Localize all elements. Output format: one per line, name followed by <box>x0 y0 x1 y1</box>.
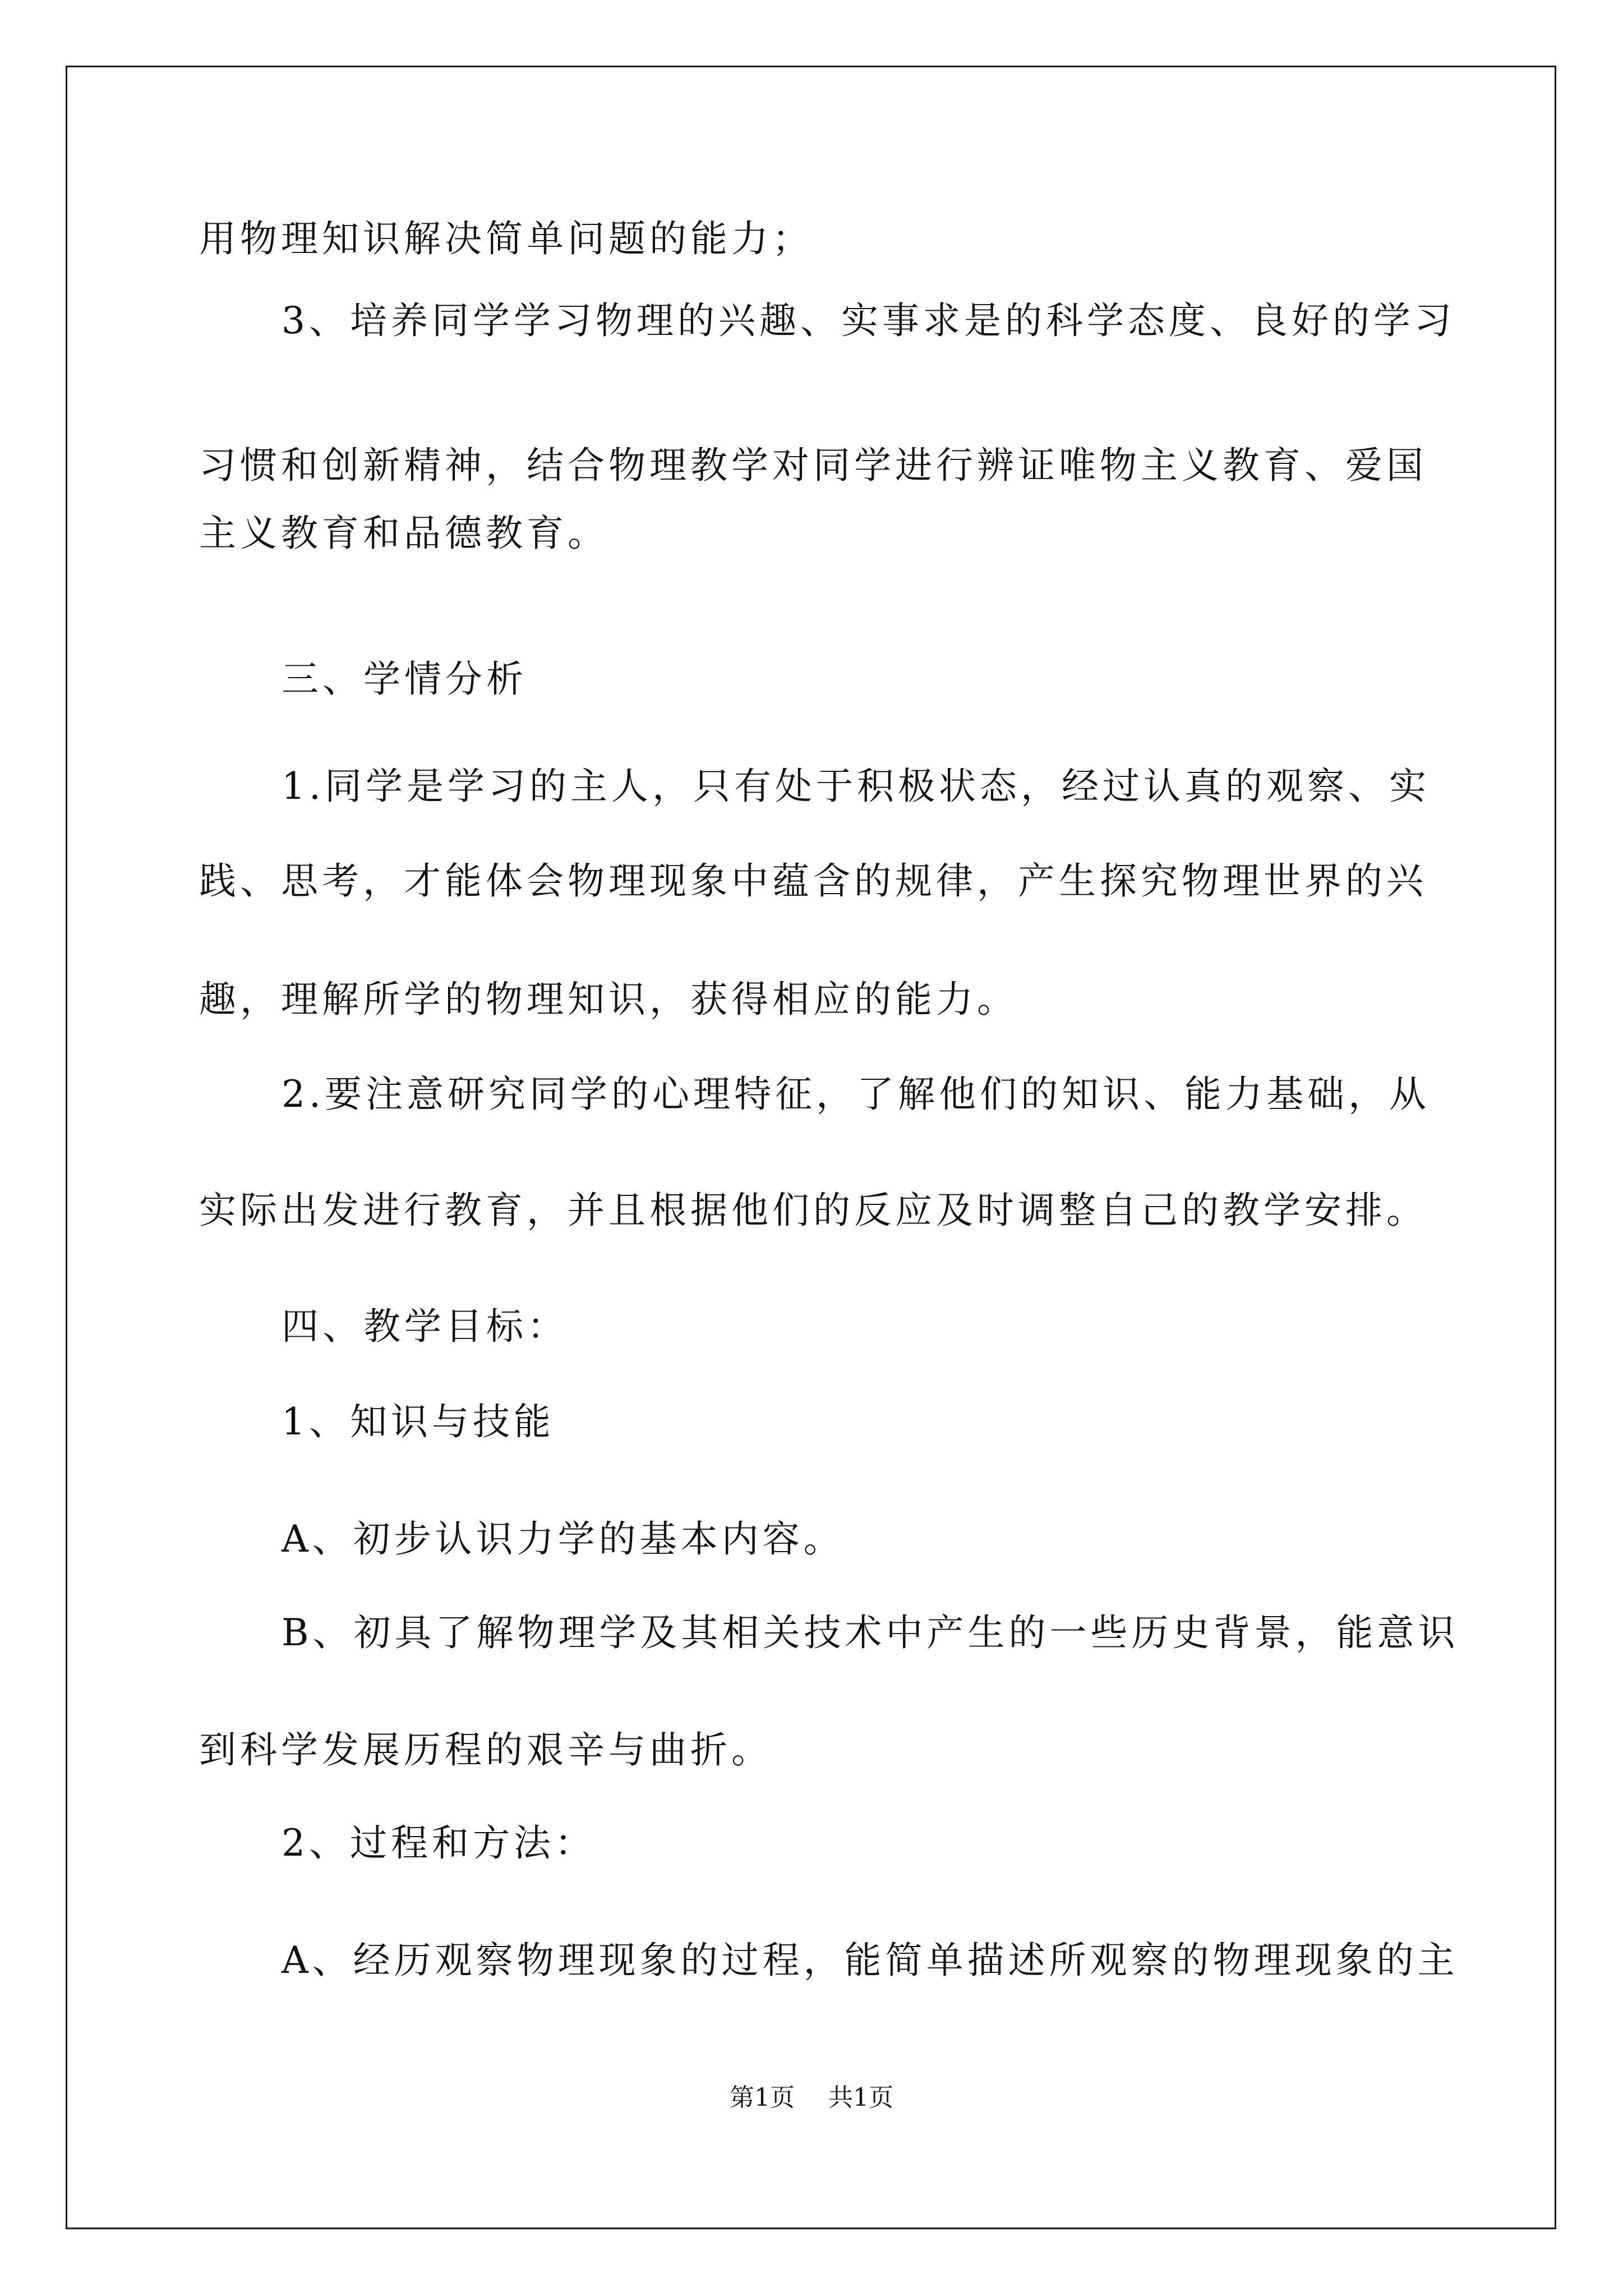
text-line: A、经历观察物理现象的过程，能简单描述所观察的物理现象的主 <box>282 1939 1459 1982</box>
text-line: A、初步认识力学的基本内容。 <box>282 1517 845 1561</box>
text-line: 2.要注意研究同学的心理特征，了解他们的知识、能力基础，从 <box>282 1073 1430 1116</box>
text-line: 实际出发进行教育，并且根据他们的反应及时调整自己的教学安排。 <box>199 1189 1427 1232</box>
text-line: 3、培养同学学习物理的兴趣、实事求是的科学态度、良好的学习 <box>282 299 1455 342</box>
text-line: 践、思考，才能体会物理现象中蕴含的规律，产生探究物理世界的兴 <box>199 859 1427 903</box>
text-line: 用物理知识解决简单问题的能力； <box>199 217 813 260</box>
section-heading: 三、学情分析 <box>282 657 527 701</box>
total-pages-label: 共1页 <box>828 2083 893 2112</box>
subsection-heading: 2、过程和方法： <box>282 1821 596 1865</box>
current-page-label: 第1页 <box>730 2083 795 2112</box>
text-line: 习惯和创新精神，结合物理教学对同学进行辨证唯物主义教育、爱国 <box>199 444 1427 487</box>
text-line: 到科学发展历程的艰辛与曲折。 <box>199 1728 772 1772</box>
subsection-heading: 1、知识与技能 <box>282 1400 555 1443</box>
text-line: 趣，理解所学的物理知识，获得相应的能力。 <box>199 978 1018 1021</box>
section-heading: 四、教学目标： <box>282 1305 568 1348</box>
page-footer <box>0 2082 1623 2114</box>
text-line: 1.同学是学习的主人，只有处于积极状态，经过认真的观察、实 <box>282 765 1430 808</box>
text-line: B、初具了解物理学及其相关技术中产生的一些历史背景，能意识 <box>282 1611 1459 1654</box>
text-line: 主义教育和品德教育。 <box>199 512 608 555</box>
page-border <box>66 66 1556 2229</box>
